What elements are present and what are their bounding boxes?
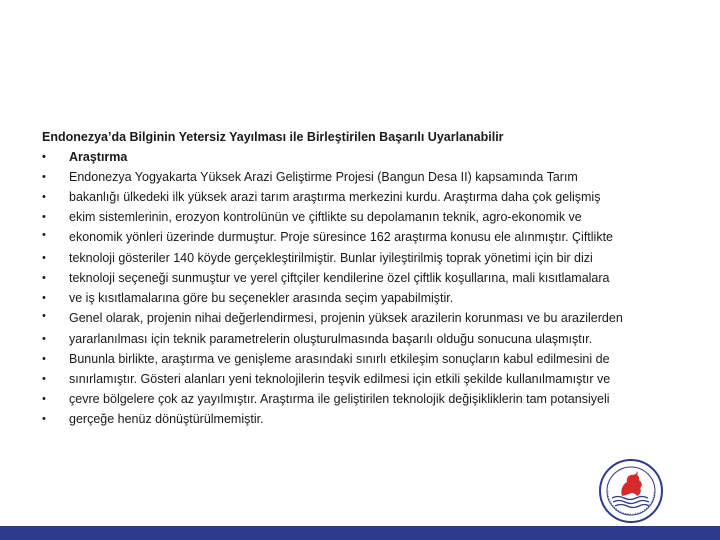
bullet-text: Endonezya Yogyakarta Yüksek Arazi Geliştirme Projesi (Bangun Desa II) kapsamında Tarım (69, 170, 578, 184)
list-item (42, 329, 682, 349)
bullet-text: ekonomik yönleri üzerinde durmuştur. Proje süresince 162 araştırma konusu ele alınmıştır. Çiftlikte (69, 230, 613, 244)
bullet-text: Genel olarak, projenin nihai değerlendirmesi, projenin yüksek arazilerin korunması ve bu arazilerden (69, 311, 623, 325)
list-item (42, 389, 682, 409)
bullet-text: Bununla birlikte, araştırma ve genişleme arasındaki sınırlı etkileşim sonuçların kabul edilmesini de (69, 352, 610, 366)
bullet-marker: • (42, 393, 46, 405)
list-item (42, 308, 682, 329)
bullet-text: gerçeğe henüz dönüştürülmemiştir. (69, 412, 264, 426)
list-item (42, 207, 682, 227)
list-item (42, 227, 682, 248)
bullet-list (42, 147, 682, 429)
bullet-text: yararlanılması için teknik parametrelerin oluşturulmasında başarılı olduğu sonucuna ulaşmıştır. (69, 332, 593, 346)
bottom-bar (0, 526, 720, 540)
bullet-text: ve iş kısıtlamalarına göre bu seçenekler arasında seçim yapabilmiştir. (69, 291, 454, 305)
bullet-marker: • (42, 229, 46, 241)
bullet-marker: • (42, 310, 46, 322)
bullet-marker: • (42, 151, 46, 163)
bullet-text: sınırlamıştır. Gösteri alanları yeni teknolojilerin teşvik edilmesi için etkili şekilde kullanılmamıştır ve (69, 372, 611, 386)
list-item (42, 147, 682, 167)
list-item (42, 288, 682, 308)
bullet-marker: • (42, 353, 46, 365)
bullet-text: Araştırma (69, 150, 128, 164)
list-item (42, 167, 682, 187)
list-item (42, 349, 682, 369)
bullet-marker: • (42, 191, 46, 203)
list-item (42, 409, 682, 429)
university-seal-icon (598, 458, 664, 524)
bullet-text: ekim sistemlerinin, erozyon kontrolünün ve çiftlikte su depolamanın teknik, agro-ekonomik ve (69, 210, 582, 224)
bullet-marker: • (42, 413, 46, 425)
bullet-text: teknoloji gösteriler 140 köyde gerçekleştirilmiştir. Bunlar iyileştirilmiş toprak yönetimi için bir dizi (69, 251, 593, 265)
bullet-marker: • (42, 292, 46, 304)
slide-content (42, 127, 682, 429)
list-item (42, 248, 682, 268)
list-item (42, 187, 682, 207)
bullet-marker: • (42, 211, 46, 223)
bullet-marker: • (42, 373, 46, 385)
bullet-marker: • (42, 272, 46, 284)
bullet-marker: • (42, 252, 46, 264)
bullet-text: teknoloji seçeneği sunmuştur ve yerel çiftçiler kendilerine özel çiftlik koşullarına, mali kısıtlamalara (69, 271, 610, 285)
bullet-text: bakanlığı ülkedeki ilk yüksek arazi tarım araştırma merkezini kurdu. Araştırma daha çok gelişmiş (69, 190, 601, 204)
slide-title: Endonezya’da Bilginin Yetersiz Yayılması ile Birleştirilen Başarılı Uyarlanabilir (42, 130, 504, 144)
bullet-marker: • (42, 171, 46, 183)
bullet-text: çevre bölgelere çok az yayılmıştır. Araştırma ile geliştirilen teknolojik değişikliklerin tam potansiyeli (69, 392, 610, 406)
bullet-marker: • (42, 333, 46, 345)
list-item (42, 369, 682, 389)
list-item (42, 268, 682, 288)
